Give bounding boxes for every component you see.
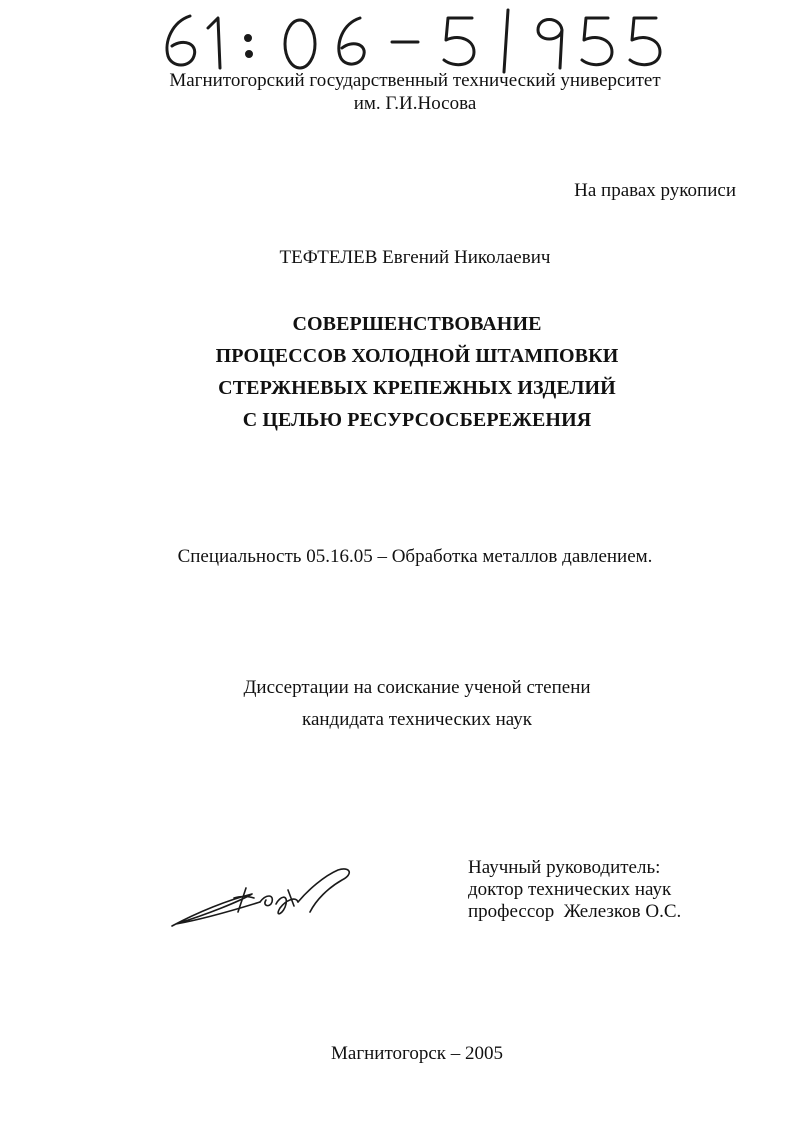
city-year: Магнитогорск – 2005 (331, 1043, 503, 1064)
specialty: Специальность 05.16.05 – Обработка металлов давлением. (177, 546, 653, 567)
title-line-1: СОВЕРШЕНСТВОВАНИЕ (292, 313, 542, 335)
dissertation-degree-line-1: Диссертации на соискание ученой степени (243, 677, 591, 698)
university-named-after: им. Г.И.Носова (353, 93, 477, 114)
title-line-4: С ЦЕЛЬЮ РЕСУРСОСБЕРЕЖЕНИЯ (242, 409, 592, 431)
dissertation-degree-line-2: кандидата технических наук (302, 709, 532, 730)
manuscript-rights-note: На правах рукописи (574, 180, 736, 201)
handwritten-catalog-code (150, 4, 690, 74)
supervisor-label: Научный руководитель: (468, 857, 661, 878)
supervisor-name: профессор Железков О.С. (468, 901, 682, 922)
author-name: ТЕФТЕЛЕВ Евгений Николаевич (279, 247, 551, 268)
title-line-3: СТЕРЖНЕВЫХ КРЕПЕЖНЫХ ИЗДЕЛИЙ (218, 377, 616, 399)
supervisor-degree: доктор технических наук (468, 879, 672, 900)
title-line-2: ПРОЦЕССОВ ХОЛОДНОЙ ШТАМПОВКИ (215, 345, 619, 367)
stamp-code-text (0, 0, 1, 1)
university-name: Магнитогорский государственный технический университет (169, 70, 661, 91)
author-signature (168, 860, 358, 940)
